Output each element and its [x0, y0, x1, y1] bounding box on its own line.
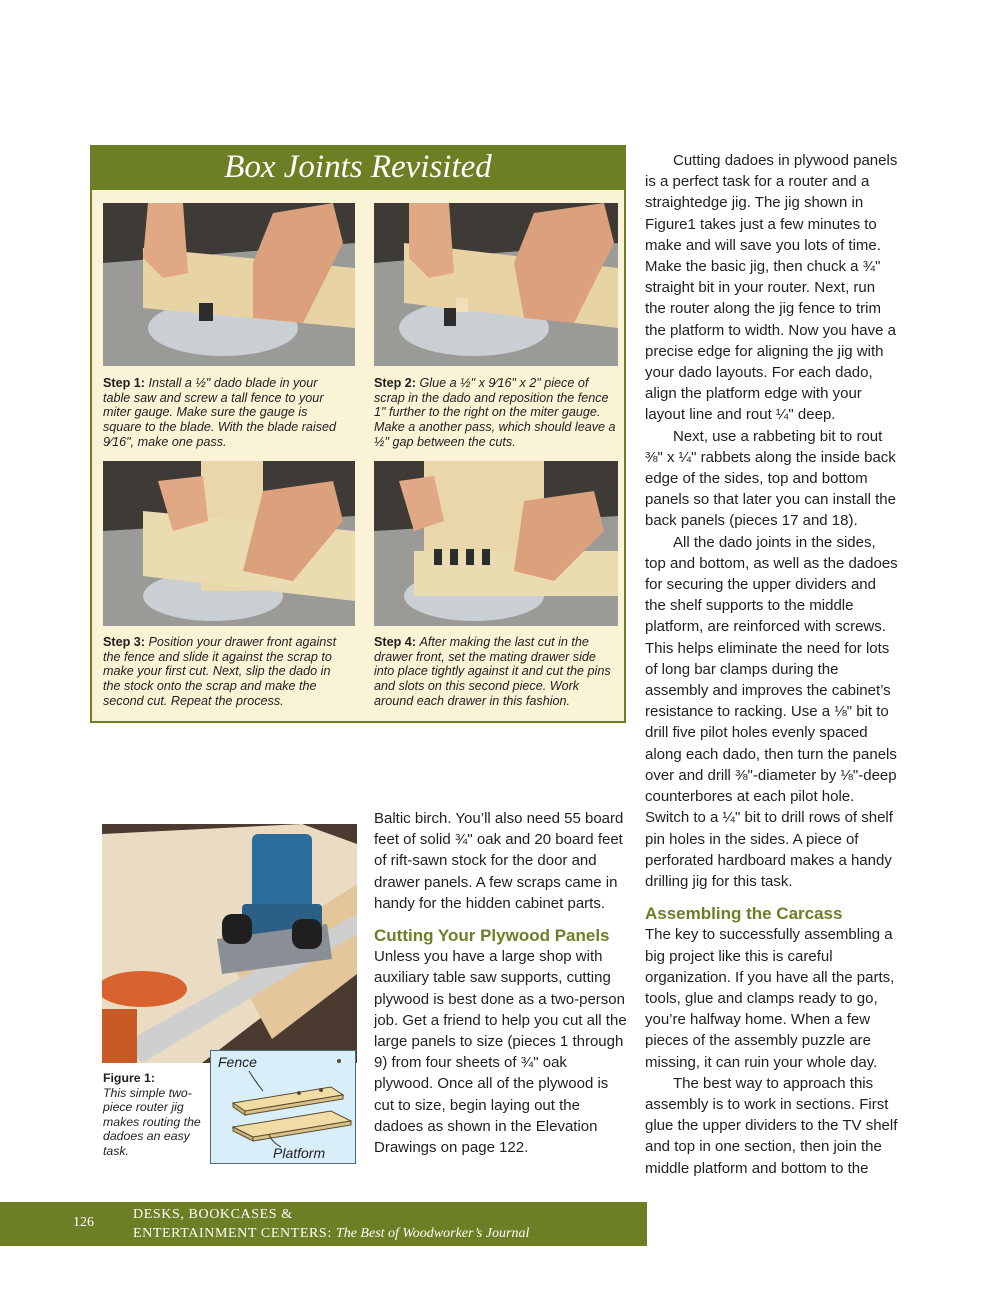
right-paragraph-4: The key to successfully assembling a big project like this is careful organization. If you have all the parts, tools, glue and clamps ready to go, you’re halfway home. When a few pieces of the assembly puzzle are missing, it can ruin your whole day.: [645, 926, 895, 1071]
sidebar-title: Box Joints Revisited: [224, 149, 492, 185]
step-1-photo: [103, 203, 355, 366]
right-paragraph-1: Cutting dadoes in plywood panels is a perfect task for a router and a straightedge jig. The jig shown in Figure1 takes just a few minutes to make and will save you lots of time. Make the basic jig, then chuck a ¾" straight bit in your router. Next, run the router along the jig fence to trim the platform to width. Now you have a precise edge for aligning the jig with your dado layouts. For each dado, align the platform edge with your layout line and rout ¼" deep.: [645, 152, 898, 424]
platform-label: Platform: [273, 1145, 326, 1161]
right-paragraph-3: All the dado joints in the sides, top and bottom, as well as the dadoes for securing the upper dividers and the shelf supports to the middle platform, are reinforced with screws. This helps eliminate the need for lots of long bar clamps during the assembly and improves the cabinet’s resistance to racking. Use a ⅛" bit to drill five pilot holes evenly spaced along each dado, then turn the panels over and drill ⅜"-diameter by ⅛"-deep counterbores at each pilot hole. Switch to a ¼" bit to drill rows of shelf pin holes in the sides. A piece of perforated hardboard makes a handy drilling jig for this task.: [645, 533, 898, 890]
footer-bar: [0, 1202, 647, 1246]
step-3-text: Position your drawer front against the fence and slide it against the scrap to make your first cut. Next, slip the dado in the stock onto the scrap and make the second cut. Repeat the process.: [103, 635, 337, 708]
right-column: [645, 150, 900, 1179]
footer-title-line-1: DESKS, BOOKCASES &: [133, 1207, 293, 1222]
step-3-photo: [103, 461, 355, 626]
step-2-photo: [374, 203, 618, 366]
step-4-caption: [374, 635, 619, 709]
fence-label: Fence: [218, 1054, 257, 1070]
assembling-heading: Assembling the Carcass: [645, 904, 843, 924]
step-1-label: Step 1:: [103, 376, 145, 390]
footer-title-caps: ENTERTAINMENT CENTERS:: [133, 1226, 332, 1241]
footer-title-line-2: [133, 1226, 529, 1242]
step-4-label: Step 4:: [374, 635, 416, 649]
middle-paragraph-2: Unless you have a large shop with auxiliary table saw supports, cutting plywood is best done as a two-person job. Get a friend to help you cut all the large panels to size (pieces 1 through 9) from four sheets of ¾" oak plywood. Once all of the plywood is cut to size, begin laying out the dadoes as shown in the Elevation Drawings on page 122.: [374, 948, 627, 1157]
step-1-caption: [103, 376, 348, 450]
sidebar-box: [90, 145, 626, 723]
middle-paragraph-1: Baltic birch. You’ll also need 55 board feet of solid ¾" oak and 20 board feet of rift-sawn stock for the door and drawer panels. A few scraps came in handy for the hidden cabinet parts.: [374, 810, 624, 912]
step-2-text: Glue a ½" x 9⁄16" x 2" piece of scrap in the dado and reposition the fence 1" further to the right on the miter gauge. Make a another pass, which should leave a ½" gap between the cuts.: [374, 376, 616, 449]
figure-1-diagram: [210, 1050, 356, 1164]
right-paragraph-5: The best way to approach this assembly is to work in sections. First glue the upper dividers to the TV shelf and top in one section, then join the middle platform and bottom to the: [645, 1074, 898, 1177]
sidebar-header: [92, 147, 624, 190]
figure-1-text: This simple two-piece router jig makes routing the dadoes an easy task.: [103, 1085, 201, 1158]
right-paragraph-2: Next, use a rabbeting bit to rout ⅜" x ¼" rabbets along the inside back edge of the sides, top and bottom panels so that later you can install the back panels (pieces 17 and 18).: [645, 427, 896, 530]
step-2-caption: [374, 376, 619, 450]
cutting-heading: Cutting Your Plywood Panels: [374, 926, 610, 946]
step-2-label: Step 2:: [374, 376, 416, 390]
step-4-photo: [374, 461, 618, 626]
footer-title-italic: The Best of Woodworker’s Journal: [335, 1226, 530, 1241]
figure-1-caption: [103, 1071, 203, 1159]
page-number: 126: [73, 1215, 94, 1230]
figure-1-label: Figure 1:: [103, 1071, 155, 1085]
middle-column: [374, 808, 629, 1158]
step-4-text: After making the last cut in the drawer front, set the mating drawer side into place tightly against it and cut the pins and slots on this second piece. Work around each drawer in this fashion.: [374, 635, 611, 708]
step-1-text: Install a ½" dado blade in your table saw and screw a tall fence to your miter gauge. Make sure the gauge is square to the blade. With the blade raised 9⁄16", make one pass.: [103, 376, 337, 449]
step-3-caption: [103, 635, 348, 709]
figure-1-photo: [102, 824, 357, 1063]
step-3-label: Step 3:: [103, 635, 145, 649]
